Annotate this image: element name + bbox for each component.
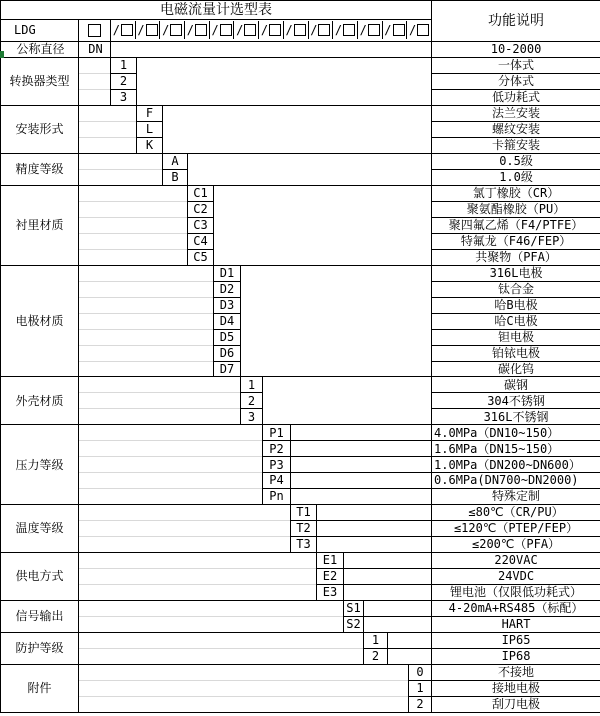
checkbox-glyph <box>393 24 405 36</box>
checkbox-glyph <box>170 24 182 36</box>
description-cell: 220VAC <box>432 553 600 569</box>
page-title: 电磁流量计选型表 <box>1 1 432 20</box>
group-label: 防护等级 <box>1 632 79 664</box>
checkbox-glyph <box>146 24 158 36</box>
code-cell: C2 <box>188 201 214 217</box>
table-row <box>1 58 600 74</box>
checkbox-glyph <box>88 24 101 37</box>
checkbox-glyph <box>121 24 133 36</box>
ladder-spacer-before <box>79 249 188 265</box>
table-row <box>1 585 600 601</box>
ladder-spacer-before <box>79 664 409 680</box>
code-cell: P3 <box>263 457 291 473</box>
slash-glyph: / <box>260 23 269 38</box>
code-cell: D5 <box>214 329 241 345</box>
description-cell: 特氟龙（F46/FEP） <box>432 233 600 249</box>
slash-glyph: / <box>408 23 417 38</box>
code-cell: D3 <box>214 297 241 313</box>
code-cell: C1 <box>188 185 214 201</box>
slash-glyph: / <box>137 23 145 38</box>
ladder-spacer-before <box>79 457 263 473</box>
ladder-spacer-after <box>263 377 432 425</box>
ladder-spacer-before <box>79 313 214 329</box>
title-row <box>1 1 600 20</box>
ladder-spacer-before <box>79 377 241 393</box>
code-cell: D2 <box>214 281 241 297</box>
checkbox-glyph <box>343 24 355 36</box>
ladder-spacer-before <box>79 393 241 409</box>
ladder-spacer-before <box>79 201 188 217</box>
ladder-spacer-after <box>317 537 432 553</box>
group-label: 公称直径 <box>1 42 79 58</box>
spec-code-box <box>111 21 136 39</box>
description-cell: 铂铱电极 <box>432 345 600 361</box>
code-cell: S1 <box>344 601 364 617</box>
code-cell: F <box>137 106 163 122</box>
description-cell: 304不锈钢 <box>432 393 600 409</box>
slash-glyph: / <box>334 23 343 38</box>
code-cell: C3 <box>188 217 214 233</box>
table-row <box>1 617 600 633</box>
table-row <box>1 457 600 473</box>
spec-code-box <box>136 21 161 39</box>
code-cell: E2 <box>317 569 344 585</box>
code-cell: C5 <box>188 249 214 265</box>
group-label: 外壳材质 <box>1 377 79 425</box>
code-cell: S2 <box>344 617 364 633</box>
ladder-spacer-before <box>79 265 214 281</box>
ladder-spacer-before <box>79 569 317 585</box>
ladder-spacer-after <box>111 42 432 58</box>
description-cell: 316L不锈钢 <box>432 409 600 425</box>
description-cell: 0.6MPa(DN700~DN2000) <box>432 473 600 489</box>
description-cell: 哈B电极 <box>432 297 600 313</box>
ladder-spacer-after <box>241 265 432 377</box>
description-cell: 0.5级 <box>432 153 600 169</box>
description-cell: 316L电极 <box>432 265 600 281</box>
code-cell: C4 <box>188 233 214 249</box>
ladder-spacer-after <box>317 521 432 537</box>
code-cell: E3 <box>317 585 344 601</box>
description-cell: 分体式 <box>432 74 600 90</box>
ladder-spacer-before <box>79 137 137 153</box>
table-row <box>1 106 600 122</box>
ladder-spacer-after <box>291 473 432 489</box>
description-cell: 不接地 <box>432 664 600 680</box>
table-row <box>1 425 600 441</box>
ladder-spacer-before <box>79 632 364 648</box>
table-row <box>1 185 600 201</box>
code-cell: D7 <box>214 361 241 377</box>
slash-glyph: / <box>384 23 392 38</box>
ladder-spacer-after <box>388 648 432 664</box>
ladder-spacer-after <box>388 632 432 648</box>
table-row <box>1 648 600 664</box>
ladder-spacer-before <box>79 521 291 537</box>
slash-glyph: / <box>236 23 244 38</box>
description-cell: ≤200℃（PFA） <box>432 537 600 553</box>
description-cell: 碳钢 <box>432 377 600 393</box>
description-cell: 钽电极 <box>432 329 600 345</box>
table-row <box>1 521 600 537</box>
ladder-spacer-before <box>79 585 317 601</box>
ladder-spacer-before <box>79 505 291 521</box>
spec-code-box <box>259 21 284 39</box>
ladder-spacer-before <box>79 106 137 122</box>
table-row <box>1 441 600 457</box>
checkbox-glyph <box>269 24 281 36</box>
checkbox-glyph <box>195 24 207 36</box>
ladder-spacer-after <box>291 425 432 441</box>
description-cell: 钛合金 <box>432 281 600 297</box>
ladder-spacer-before <box>79 537 291 553</box>
group-label: 信号输出 <box>1 601 79 633</box>
ladder-spacer-after <box>188 153 432 185</box>
code-cell: 0 <box>409 664 432 680</box>
ladder-spacer-before <box>79 185 188 201</box>
slash-glyph: / <box>310 23 318 38</box>
ladder-spacer-before <box>79 90 111 106</box>
spec-code-box <box>210 21 235 39</box>
code-cell: 3 <box>241 409 263 425</box>
spec-code-box-row <box>111 21 431 39</box>
table-row <box>1 680 600 696</box>
description-cell: 卡箍安装 <box>432 137 600 153</box>
slash-glyph: / <box>186 23 195 38</box>
checkbox-glyph <box>220 24 232 36</box>
description-cell: 4-20mA+RS485（标配） <box>432 601 600 617</box>
spec-code-box <box>284 21 309 39</box>
spec-code-box <box>333 21 358 39</box>
description-cell: 法兰安装 <box>432 106 600 122</box>
code-cell: P2 <box>263 441 291 457</box>
group-label: 温度等级 <box>1 505 79 553</box>
description-cell: 1.0级 <box>432 169 600 185</box>
table-row <box>1 153 600 169</box>
ladder-spacer-before <box>79 489 263 505</box>
ladder-spacer-after <box>291 441 432 457</box>
description-cell: 特殊定制 <box>432 489 600 505</box>
slash-glyph: / <box>162 23 170 38</box>
table-row <box>1 537 600 553</box>
description-cell: ≤120℃（PTEP/FEP） <box>432 521 600 537</box>
code-cell: 2 <box>409 696 432 712</box>
ladder-spacer-after <box>344 553 432 569</box>
code-cell: 2 <box>241 393 263 409</box>
description-cell: 一体式 <box>432 58 600 74</box>
description-cell: HART <box>432 617 600 633</box>
function-column-header: 功能说明 <box>432 1 600 42</box>
ladder-spacer-after <box>137 58 432 106</box>
group-label: 附件 <box>1 664 79 712</box>
ladder-spacer-before <box>79 329 214 345</box>
spec-code-box <box>185 21 210 39</box>
spec-code-box <box>358 21 383 39</box>
code-cell: A <box>163 153 188 169</box>
description-cell: 锂电池（仅限低功耗式） <box>432 585 600 601</box>
description-cell: IP65 <box>432 632 600 648</box>
group-label: 电极材质 <box>1 265 79 377</box>
code-cell: T3 <box>291 537 317 553</box>
ladder-spacer-before <box>79 233 188 249</box>
description-cell: 4.0MPa（DN10~150） <box>432 425 600 441</box>
slash-glyph: / <box>359 23 367 38</box>
code-cell: DN <box>79 42 111 58</box>
code-cell: E1 <box>317 553 344 569</box>
ladder-spacer-before <box>79 473 263 489</box>
ladder-spacer-before <box>79 217 188 233</box>
description-cell: 10-2000 <box>432 42 600 58</box>
ladder-spacer-after <box>364 617 432 633</box>
description-cell: 螺纹安装 <box>432 121 600 137</box>
ladder-spacer-before <box>79 345 214 361</box>
table-row <box>1 553 600 569</box>
ladder-spacer-before <box>79 281 214 297</box>
group-label: 转换器类型 <box>1 58 79 106</box>
spec-code-box <box>407 21 431 39</box>
spec-code-box <box>160 21 185 39</box>
checkbox-glyph <box>368 24 380 36</box>
checkbox-glyph <box>244 24 256 36</box>
ladder-spacer-after <box>163 106 432 154</box>
ladder-spacer-after <box>291 457 432 473</box>
description-cell: 聚四氟乙烯（F4/PTFE） <box>432 217 600 233</box>
code-cell: D6 <box>214 345 241 361</box>
checkbox-glyph <box>417 24 429 36</box>
description-cell: 低功耗式 <box>432 90 600 106</box>
description-cell: 24VDC <box>432 569 600 585</box>
description-cell: ≤80℃（CR/PU） <box>432 505 600 521</box>
spec-code-box <box>383 21 408 39</box>
ladder-spacer-before <box>79 361 214 377</box>
description-cell: 共聚物（PFA） <box>432 249 600 265</box>
code-cell: P1 <box>263 425 291 441</box>
ladder-spacer-after <box>344 585 432 601</box>
spec-code-box <box>234 21 259 39</box>
code-cell: B <box>163 169 188 185</box>
description-cell: 碳化钨 <box>432 361 600 377</box>
table-row <box>1 696 600 712</box>
ladder-spacer-before <box>79 297 214 313</box>
table-row <box>1 569 600 585</box>
description-cell: 1.0MPa（DN200~DN600） <box>432 457 600 473</box>
ladder-spacer-before <box>79 696 409 712</box>
table-row <box>1 505 600 521</box>
model-prefix-cell: LDG <box>1 19 79 41</box>
slash-glyph: / <box>211 23 219 38</box>
checkbox-glyph <box>294 24 306 36</box>
code-cell: L <box>137 121 163 137</box>
description-cell: 接地电极 <box>432 680 600 696</box>
description-cell: 刮刀电极 <box>432 696 600 712</box>
ladder-spacer-before <box>79 441 263 457</box>
code-cell: D4 <box>214 313 241 329</box>
code-cell: K <box>137 137 163 153</box>
ladder-spacer-after <box>214 185 432 265</box>
screenshot-artifact <box>0 51 4 58</box>
model-code-box-cell <box>79 19 111 41</box>
group-label: 衬里材质 <box>1 185 79 265</box>
ladder-spacer-before <box>79 74 111 90</box>
group-label: 供电方式 <box>1 553 79 601</box>
table-row <box>1 42 600 58</box>
ladder-spacer-after <box>364 601 432 617</box>
code-cell: 2 <box>111 74 137 90</box>
table-row <box>1 601 600 617</box>
table-row <box>1 473 600 489</box>
ladder-spacer-after <box>344 569 432 585</box>
spec-code-boxes <box>111 19 432 41</box>
ladder-spacer-before <box>79 121 137 137</box>
ladder-spacer-before <box>79 553 317 569</box>
code-cell: P4 <box>263 473 291 489</box>
code-cell: 1 <box>409 680 432 696</box>
ladder-spacer-before <box>79 617 344 633</box>
ladder-spacer-after <box>317 505 432 521</box>
ladder-spacer-before <box>79 58 111 74</box>
ladder-spacer-after <box>291 489 432 505</box>
code-cell: D1 <box>214 265 241 281</box>
code-cell: 1 <box>111 58 137 74</box>
ladder-spacer-before <box>79 680 409 696</box>
ladder-spacer-before <box>79 153 163 169</box>
ladder-spacer-before <box>79 169 163 185</box>
code-cell: 1 <box>364 632 388 648</box>
description-cell: IP68 <box>432 648 600 664</box>
table-row <box>1 664 600 680</box>
ladder-spacer-before <box>79 409 241 425</box>
group-label: 精度等级 <box>1 153 79 185</box>
code-cell: 3 <box>111 90 137 106</box>
table-row <box>1 265 600 281</box>
code-cell: 1 <box>241 377 263 393</box>
ladder-spacer-before <box>79 648 364 664</box>
group-label: 安装形式 <box>1 106 79 154</box>
slash-glyph: / <box>112 23 120 38</box>
checkbox-glyph <box>318 24 330 36</box>
ladder-spacer-before <box>79 425 263 441</box>
description-cell: 哈C电极 <box>432 313 600 329</box>
ladder-spacer-before <box>79 601 344 617</box>
table-row <box>1 489 600 505</box>
code-cell: Pn <box>263 489 291 505</box>
table-row <box>1 632 600 648</box>
spec-code-box <box>309 21 334 39</box>
table-row <box>1 377 600 393</box>
code-cell: T2 <box>291 521 317 537</box>
code-cell: 2 <box>364 648 388 664</box>
slash-glyph: / <box>285 23 293 38</box>
description-cell: 1.6MPa（DN15~150） <box>432 441 600 457</box>
description-cell: 聚氨酯橡胶（PU） <box>432 201 600 217</box>
description-cell: 氯丁橡胶（CR） <box>432 185 600 201</box>
group-label: 压力等级 <box>1 425 79 505</box>
code-cell: T1 <box>291 505 317 521</box>
